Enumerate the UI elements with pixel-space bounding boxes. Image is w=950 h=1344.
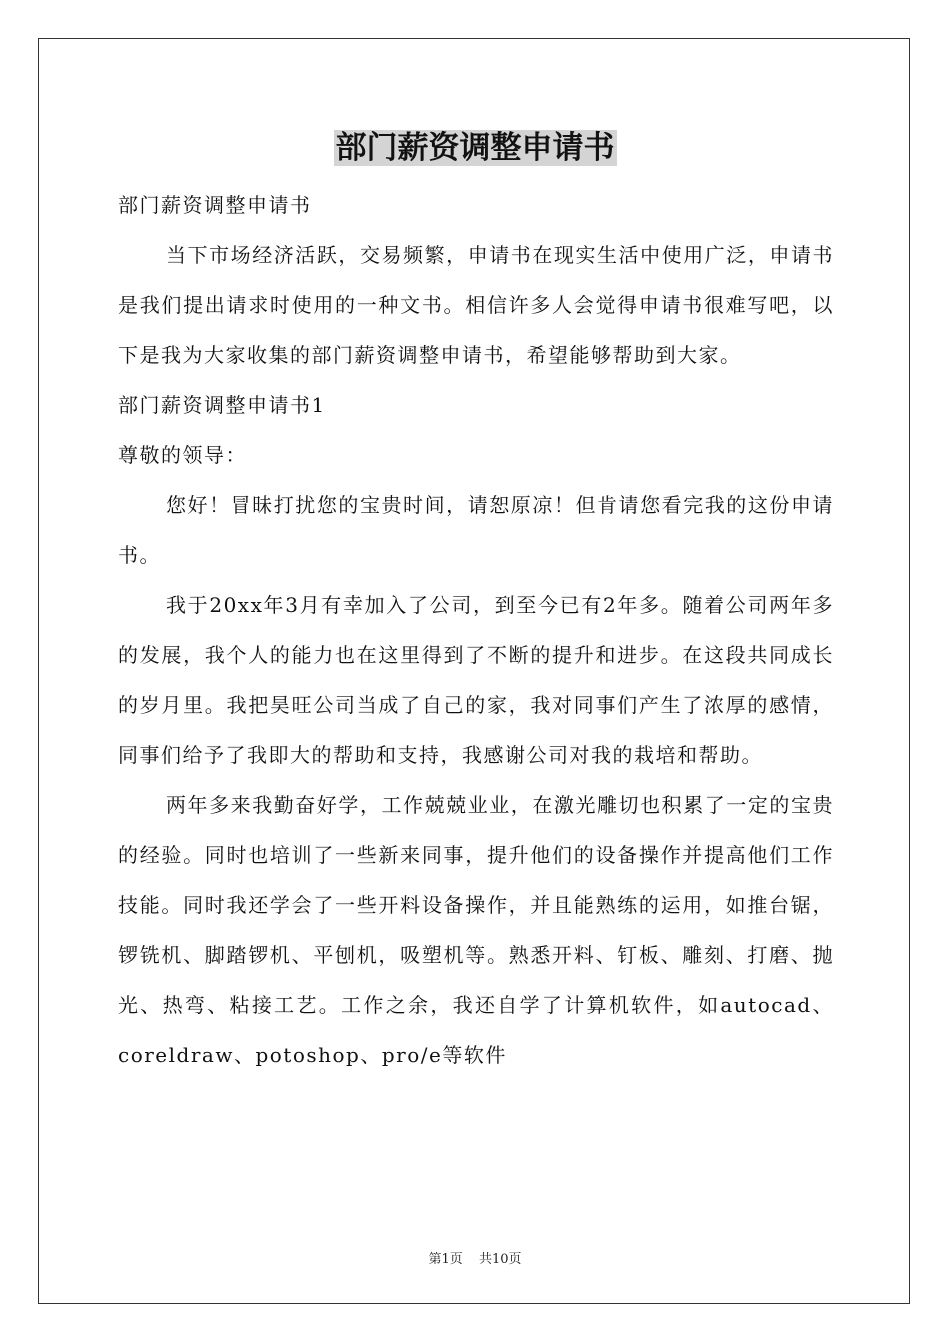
intro-paragraph: 当下市场经济活跃，交易频繁，申请书在现实生活中使用广泛，申请书是我们提出请求时使用的一种文书。相信许多人会觉得申请书很难写吧，以下是我为大家收集的部门薪资调整申请书，希望能够帮助到大家。 bbox=[118, 243, 834, 367]
body-paragraph-3: 两年多来我勤奋好学，工作兢兢业业，在激光雕切也积累了一定的宝贵的经验。同时也培训了一些新来同事，提升他们的设备操作并提高他们工作技能。同时我还学会了一些开料设备操作，并且能熟练的运用，如推台锯，锣铣机、脚踏锣机、平刨机，吸塑机等。熟悉开料、钉板、雕刻、打磨、抛光、热弯、粘接工艺。工作之余，我还自学了计算机软件，如autocad、coreldraw、potoshop、pro/e等软件 bbox=[118, 793, 834, 1067]
section-heading: 部门薪资调整申请书1 bbox=[118, 393, 326, 417]
document-title bbox=[0, 128, 950, 168]
body-paragraph-2: 我于20xx年3月有幸加入了公司，到至今已有2年多。随着公司两年多的发展，我个人的能力也在这里得到了不断的提升和进步。在这段共同成长的岁月里。我把昊旺公司当成了自己的家，我对同事们产生了浓厚的感情，同事们给予了我即大的帮助和支持，我感谢公司对我的栽培和帮助。 bbox=[118, 593, 834, 767]
body-paragraph-1: 您好！冒昧打扰您的宝贵时间，请恕原凉！但肯请您看完我的这份申请书。 bbox=[118, 493, 834, 567]
page-total: 共10页 bbox=[478, 1252, 522, 1267]
salutation: 尊敬的领导： bbox=[118, 443, 247, 467]
document-title-text: 部门薪资调整申请书 bbox=[335, 130, 615, 166]
page-number: 第1页 bbox=[428, 1252, 463, 1267]
document-subtitle: 部门薪资调整申请书 bbox=[118, 193, 312, 217]
page-footer bbox=[0, 1248, 950, 1267]
document-body bbox=[118, 180, 834, 1080]
